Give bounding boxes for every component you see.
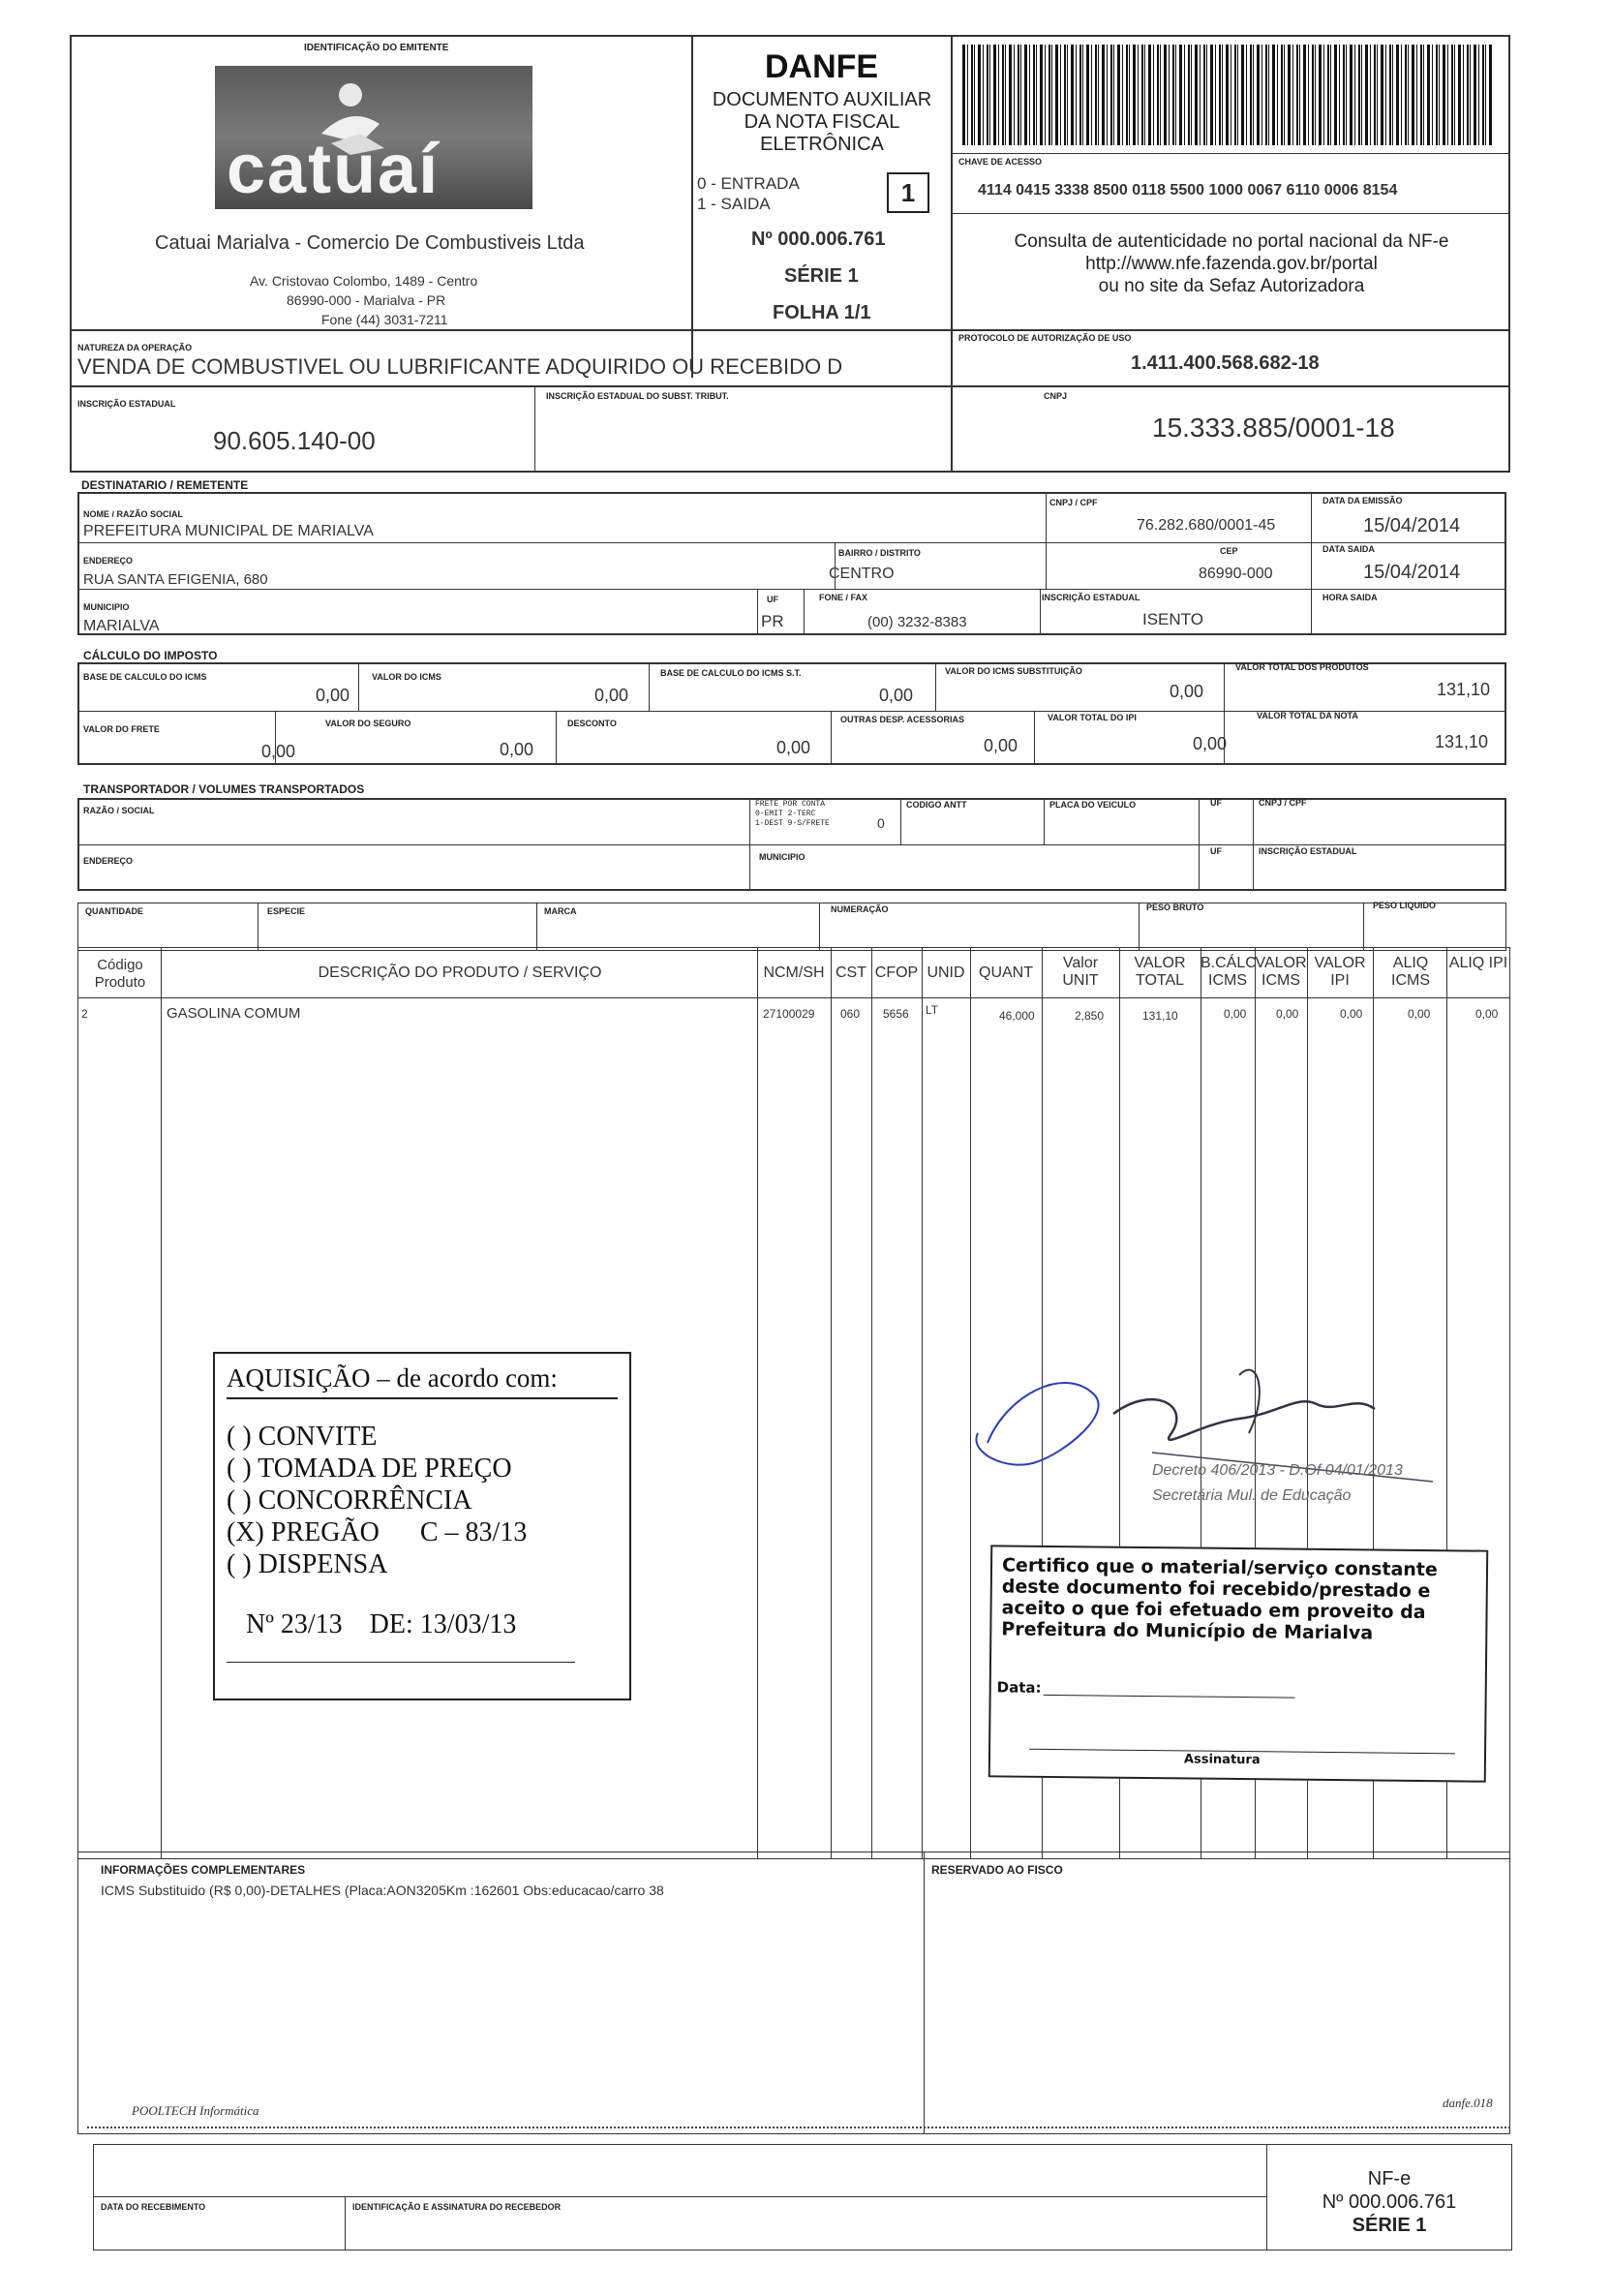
- v-st: 0,00: [1170, 682, 1204, 701]
- destinatario-section: DESTINATARIO / REMETENTE: [81, 478, 249, 492]
- emitente-cep-cidade: 86990-000 - Marialva - PR: [287, 292, 446, 308]
- marca-label: MARCA: [544, 906, 577, 916]
- danfe-entrada: 0 - ENTRADA: [697, 174, 800, 193]
- aquisicao-option: ( ) CONCORRÊNCIA: [227, 1485, 472, 1515]
- aquisicao-option: ( ) CONVITE: [227, 1422, 378, 1452]
- outras-label: OUTRAS DESP. ACESSORIAS: [840, 715, 965, 724]
- especie-label: ESPECIE: [267, 906, 306, 916]
- th-codigo: Código Produto: [94, 957, 146, 991]
- bc-icms-label: BASE DE CALCULO DO ICMS: [83, 672, 207, 682]
- certifico-stamp: [988, 1545, 1488, 1782]
- dest-fone-label: FONE / FAX: [819, 593, 868, 602]
- th-quant: QUANT: [979, 964, 1033, 981]
- destinatario-block: [77, 492, 1506, 635]
- certifico-line: aceito o que foi efetuado em proveito da: [1001, 1597, 1426, 1624]
- th-v-ipi: VALOR IPI: [1314, 955, 1366, 989]
- signature-caption-line: Decreto 406/2013 - D.Of 04/01/2013: [1152, 1462, 1403, 1479]
- row-cfop: 5656: [883, 1007, 909, 1021]
- outras: 0,00: [984, 736, 1018, 755]
- transp-razao-label: RAZÃO / SOCIAL: [83, 806, 155, 815]
- row-unid: LT: [926, 1003, 939, 1017]
- informacoes-value: ICMS Substituido (R$ 0,00)-DETALHES (Placa:AON3205Km :162601 Obs:educacao/carro 38: [101, 1883, 664, 1898]
- footer-software: POOLTECH Informática: [132, 2103, 259, 2118]
- dest-municipio: MARIALVA: [83, 618, 160, 634]
- logo-text: catuaí: [227, 131, 441, 208]
- row-v-icms: 0,00: [1276, 1007, 1299, 1021]
- natureza-value: VENDA DE COMBUSTIVEL OU LUBRIFICANTE ADQUIRIDO OU RECEBIDO D: [77, 354, 843, 379]
- certifico-assinatura-label: Assinatura: [1183, 1752, 1261, 1768]
- v-nota-label: VALOR TOTAL DA NOTA: [1257, 711, 1358, 720]
- transportador-section: TRANSPORTADOR / VOLUMES TRANSPORTADOS: [83, 782, 365, 796]
- th-descricao: DESCRIÇÃO DO PRODUTO / SERVIÇO: [318, 964, 602, 981]
- aquisicao-option: ( ) TOMADA DE PREÇO: [227, 1454, 512, 1484]
- signature-caption: [1152, 1458, 1403, 1509]
- danfe-title: DANFE: [765, 48, 879, 85]
- canhoto-nfe-title: NF-e: [1367, 2168, 1412, 2189]
- certifico-data-line: [1044, 1695, 1295, 1699]
- th-v-icms: VALOR ICMS: [1255, 955, 1307, 989]
- consulta-line: Consulta de autenticidade no portal nacional da NF-e: [1014, 231, 1449, 252]
- dest-cnpj: 76.282.680/0001-45: [1137, 517, 1276, 534]
- ipi: 0,00: [1193, 734, 1228, 753]
- aquisicao-option: ( ) DISPENSA: [227, 1549, 388, 1579]
- peso-liquido-label: PESO LIQUIDO: [1373, 901, 1437, 910]
- canhoto-nfe: [1268, 2167, 1510, 2237]
- transp-uf-label: UF: [1210, 798, 1222, 808]
- certifico-data-label: Data:: [996, 1678, 1042, 1697]
- dest-cep: 86990-000: [1199, 566, 1273, 582]
- th-cst: CST: [836, 964, 866, 981]
- certifico-line: deste documento foi recebido/prestado e: [1001, 1576, 1431, 1603]
- consulta-line: ou no site da Sefaz Autorizadora: [1098, 276, 1365, 296]
- dest-municipio-label: MUNICIPIO: [83, 602, 130, 612]
- dest-nome-label: NOME / RAZÃO SOCIAL: [83, 509, 183, 519]
- natureza-label: NATUREZA DA OPERAÇÃO: [77, 343, 193, 352]
- dest-emissao: 15/04/2014: [1363, 515, 1461, 536]
- dest-nome: PREFEITURA MUNICIPAL DE MARIALVA: [83, 523, 374, 539]
- transp-ie-label: INSCRIÇÃO ESTADUAL: [1259, 846, 1357, 856]
- danfe-subtitle-line: DOCUMENTO AUXILIAR: [712, 89, 932, 110]
- desconto: 0,00: [776, 738, 811, 757]
- row-quant: 46,000: [999, 1009, 1035, 1023]
- dest-cnpj-label: CNPJ / CPF: [1049, 498, 1098, 507]
- emitente-endereco: Av. Cristovao Colombo, 1489 - Centro: [250, 273, 478, 289]
- bc-icms: 0,00: [316, 686, 350, 705]
- imposto-section: CÁLCULO DO IMPOSTO: [83, 649, 218, 662]
- antt-label: CODIGO ANTT: [906, 800, 967, 810]
- emitente-nome: Catuai Marialva - Comercio De Combustiveis Ltda: [155, 232, 585, 254]
- canhoto-nfe-numero: Nº 000.006.761: [1322, 2191, 1457, 2213]
- footer-form-code: danfe.018: [1443, 2096, 1493, 2110]
- frete-line: 0-EMIT 2-TERC: [755, 810, 816, 818]
- v-icms: 0,00: [594, 686, 629, 705]
- row-cst: 060: [840, 1007, 861, 1021]
- cut-line: [87, 2127, 1510, 2128]
- bc-st-label: BASE DE CALCULO DO ICMS S.T.: [660, 668, 802, 678]
- numeracao-label: NUMERAÇÃO: [831, 904, 889, 914]
- dest-endereco: RUA SANTA EFIGENIA, 680: [83, 571, 268, 588]
- frete-por-conta: [755, 800, 830, 829]
- v-st-label: VALOR DO ICMS SUBSTITUIÇÃO: [945, 666, 1082, 676]
- barcode: [962, 45, 1493, 145]
- ie-label: INSCRIÇÃO ESTADUAL: [77, 399, 176, 409]
- fisco-label: RESERVADO AO FISCO: [931, 1863, 1063, 1877]
- quantidade-label: QUANTIDADE: [85, 906, 143, 916]
- th-cfop: CFOP: [874, 964, 919, 981]
- ie-value: 90.605.140-00: [213, 426, 376, 455]
- transp-municipio-label: MUNICIPIO: [759, 852, 806, 862]
- dest-cep-label: CEP: [1220, 546, 1238, 556]
- danfe-subtitle: [695, 89, 949, 156]
- frete-line: 1-DEST 9-S/FRETE: [755, 819, 830, 828]
- transp-cnpj-label: CNPJ / CPF: [1259, 798, 1307, 808]
- transp-endereco-label: ENDEREÇO: [83, 856, 134, 866]
- ie-subst-label: INSCRIÇÃO ESTADUAL DO SUBST. TRIBUT.: [546, 391, 729, 401]
- emitente-fone: Fone (44) 3031-7211: [321, 312, 448, 327]
- danfe-subtitle-line: ELETRÔNICA: [760, 134, 884, 155]
- informacoes-label: INFORMAÇÕES COMPLEMENTARES: [101, 1863, 306, 1877]
- row-v-ipi: 0,00: [1340, 1007, 1363, 1021]
- dest-bairro-label: BAIRRO / DISTRITO: [838, 548, 921, 558]
- dest-uf: PR: [761, 612, 784, 630]
- ipi-label: VALOR TOTAL DO IPI: [1048, 713, 1137, 722]
- consulta-text: [955, 230, 1508, 297]
- protocolo-label: PROTOCOLO DE AUTORIZAÇÃO DE USO: [958, 333, 1132, 343]
- th-aliq-ipi: ALIQ IPI: [1448, 955, 1508, 971]
- dest-ie: ISENTO: [1142, 610, 1203, 628]
- dest-hora-label: HORA SAIDA: [1322, 593, 1378, 602]
- row-aliq-icms: 0,00: [1408, 1007, 1431, 1021]
- v-prod-label: VALOR TOTAL DOS PRODUTOS: [1235, 662, 1369, 672]
- dest-endereco-label: ENDEREÇO: [83, 556, 134, 566]
- danfe-folha: FOLHA 1/1: [773, 302, 871, 323]
- danfe-saida: 1 - SAIDA: [697, 195, 771, 213]
- emitente-cnpj-value: 15.333.885/0001-18: [1152, 413, 1395, 443]
- th-bc-icms: B.CÁLC ICMS: [1201, 955, 1257, 989]
- seguro: 0,00: [500, 740, 534, 759]
- frete-value: 0: [877, 815, 885, 831]
- consulta-line: http://www.nfe.fazenda.gov.br/portal: [1085, 254, 1378, 274]
- v-prod: 131,10: [1437, 680, 1491, 699]
- th-aliq-icms: ALIQ ICMS: [1391, 955, 1430, 989]
- chave-value: 4114 0415 3338 8500 0118 5500 1000 0067 6110 0006 8154: [978, 182, 1398, 199]
- protocolo-value: 1.411.400.568.682-18: [1131, 352, 1320, 374]
- placa-label: PLACA DO VEICULO: [1049, 800, 1137, 810]
- aquisicao-signature-line: [227, 1662, 575, 1663]
- danfe-subtitle-line: DA NOTA FISCAL: [744, 111, 900, 133]
- certifico-line: Certifico que o material/serviço constante: [1001, 1554, 1438, 1581]
- dest-ie-label: INSCRIÇÃO ESTADUAL: [1042, 593, 1140, 602]
- emitente-cnpj-label: CNPJ: [1044, 391, 1068, 401]
- dest-fone: (00) 3232-8383: [867, 614, 967, 630]
- frete-line: FRETE POR CONTA: [755, 800, 826, 809]
- canhoto-nfe-serie: SÉRIE 1: [1352, 2215, 1427, 2236]
- row-aliq-ipi: 0,00: [1475, 1007, 1499, 1021]
- danfe-serie: SÉRIE 1: [784, 265, 859, 287]
- v-icms-label: VALOR DO ICMS: [372, 672, 441, 682]
- row-descricao: GASOLINA COMUM: [167, 1005, 301, 1022]
- row-ncm: 27100029: [763, 1007, 815, 1021]
- th-vunit: Valor UNIT: [1062, 955, 1099, 989]
- canhoto-ident-label: IDENTIFICAÇÃO E ASSINATURA DO RECEBEDOR: [352, 2202, 562, 2212]
- frete-label: VALOR DO FRETE: [83, 724, 160, 734]
- dest-uf-label: UF: [767, 595, 778, 604]
- danfe-tipo-box: 1: [887, 172, 929, 213]
- desconto-label: DESCONTO: [567, 719, 617, 728]
- chave-label: CHAVE DE ACESSO: [958, 157, 1043, 167]
- row-vunit: 2,850: [1075, 1009, 1105, 1023]
- dest-emissao-label: DATA DA EMISSÃO: [1322, 496, 1403, 505]
- v-nota: 131,10: [1435, 732, 1489, 751]
- dest-bairro: CENTRO: [829, 566, 895, 582]
- emitente-header-label: IDENTIFICAÇÃO DO EMITENTE: [304, 43, 449, 53]
- certifico-line: Prefeitura do Município de Marialva: [1001, 1618, 1374, 1644]
- th-ncm: NCM/SH: [763, 964, 825, 981]
- company-logo: [215, 66, 532, 209]
- peso-bruto-label: PESO BRUTO: [1146, 903, 1204, 912]
- aquisicao-title: AQUISIÇÃO – de acordo com:: [227, 1363, 618, 1399]
- dest-saida-label: DATA SAIDA: [1322, 544, 1375, 554]
- canhoto-data-label: DATA DO RECEBIMENTO: [101, 2202, 206, 2212]
- aquisicao-stamp: [213, 1352, 631, 1700]
- th-unid: UNID: [927, 964, 965, 981]
- danfe-numero: Nº 000.006.761: [751, 229, 886, 250]
- dest-saida: 15/04/2014: [1363, 562, 1461, 583]
- frete: 0,00: [261, 742, 296, 761]
- transp-uf2-label: UF: [1210, 846, 1222, 856]
- th-vtotal: VALOR TOTAL: [1134, 955, 1186, 989]
- row-codigo: 2: [81, 1007, 88, 1021]
- row-bc-icms: 0,00: [1224, 1007, 1247, 1021]
- row-vtotal: 131,10: [1142, 1009, 1178, 1023]
- aquisicao-numero: Nº 23/13 DE: 13/03/13: [246, 1609, 517, 1639]
- signature-caption-line: Secretária Mul. de Educação: [1152, 1487, 1352, 1504]
- aquisicao-option: (X) PREGÃO C – 83/13: [227, 1517, 528, 1547]
- seguro-label: VALOR DO SEGURO: [325, 719, 411, 728]
- bc-st: 0,00: [879, 686, 914, 705]
